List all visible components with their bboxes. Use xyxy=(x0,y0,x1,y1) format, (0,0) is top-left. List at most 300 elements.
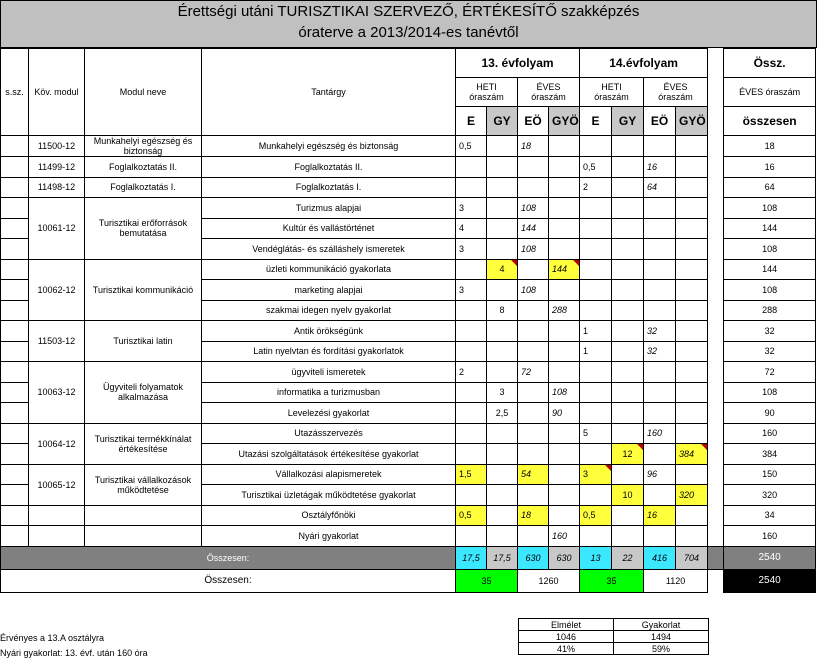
hours-eo14 xyxy=(644,136,676,157)
hours-eo14 xyxy=(644,198,676,219)
header-evf13: 13. évfolyam xyxy=(456,49,580,78)
hours-eo14 xyxy=(644,280,676,301)
hours-gyo13 xyxy=(549,218,580,239)
hours-gy13: 4 xyxy=(487,259,518,280)
hours-eo13 xyxy=(518,444,549,465)
hours-gyo13 xyxy=(549,485,580,506)
summary-header-theory: Elmélet xyxy=(519,619,614,631)
gap-cell xyxy=(708,423,724,444)
hours-gyo13: 144 xyxy=(549,259,580,280)
hours-gy14 xyxy=(612,341,644,362)
total-hours: 108 xyxy=(724,382,816,403)
hours-gyo13 xyxy=(549,464,580,485)
hours-gy13 xyxy=(487,280,518,301)
module-name: Turisztikai kommunikáció xyxy=(85,259,202,321)
hours-e14 xyxy=(580,218,612,239)
header-osszesen: összesen xyxy=(724,107,816,136)
hours-e13 xyxy=(456,444,487,465)
gap-cell xyxy=(708,300,724,321)
gap-cell xyxy=(708,280,724,301)
hours-gy14 xyxy=(612,321,644,342)
hours-eo14 xyxy=(644,362,676,383)
hours-gy13 xyxy=(487,444,518,465)
module-code xyxy=(29,505,85,526)
gap-cell xyxy=(708,505,724,526)
hours-e13 xyxy=(456,341,487,362)
hours-gyo14 xyxy=(676,239,708,260)
gap-cell xyxy=(708,239,724,260)
total2-ossz: 2540 xyxy=(724,569,816,592)
hours-gyo13: 160 xyxy=(549,526,580,547)
total-hours: 32 xyxy=(724,341,816,362)
hours-gy14 xyxy=(612,136,644,157)
hours-e14 xyxy=(580,362,612,383)
ssz-cell xyxy=(1,239,29,260)
gap-cell xyxy=(708,177,724,198)
total-hours: 108 xyxy=(724,198,816,219)
hours-gy13 xyxy=(487,505,518,526)
table-row xyxy=(1,177,816,198)
hours-gyo13 xyxy=(549,136,580,157)
hours-gyo13 xyxy=(549,157,580,178)
total-row-2 xyxy=(1,569,816,592)
header-ossz: Össz. xyxy=(724,49,816,78)
hours-e14 xyxy=(580,444,612,465)
hours-e13: 4 xyxy=(456,218,487,239)
header-eo14: EÖ xyxy=(644,107,676,136)
ssz-cell xyxy=(1,423,29,444)
ssz-cell xyxy=(1,136,29,157)
hours-eo14: 32 xyxy=(644,341,676,362)
hours-e13 xyxy=(456,423,487,444)
total1-gyo14: 704 xyxy=(676,546,708,569)
total-hours: 144 xyxy=(724,259,816,280)
hours-gy14 xyxy=(612,362,644,383)
module-code: 10063-12 xyxy=(29,362,85,424)
hours-e13: 0,5 xyxy=(456,136,487,157)
hours-eo13: 54 xyxy=(518,464,549,485)
hours-eo13 xyxy=(518,157,549,178)
summary-practice-percent: 59% xyxy=(614,643,709,655)
ssz-cell xyxy=(1,321,29,342)
plan-title xyxy=(0,0,817,48)
hours-eo14 xyxy=(644,300,676,321)
subject-name: Osztályfőnöki xyxy=(202,505,456,526)
hours-e14: 1 xyxy=(580,321,612,342)
hours-gyo14 xyxy=(676,280,708,301)
ssz-cell xyxy=(1,198,29,219)
ssz-cell xyxy=(1,505,29,526)
hours-e13 xyxy=(456,177,487,198)
subject-name: marketing alapjai xyxy=(202,280,456,301)
module-code: 11500-12 xyxy=(29,136,85,157)
ssz-cell xyxy=(1,259,29,280)
subject-name: ügyviteli ismeretek xyxy=(202,362,456,383)
hours-e14: 2 xyxy=(580,177,612,198)
total2-eves13: 1260 xyxy=(518,569,580,592)
total-hours: 32 xyxy=(724,321,816,342)
module-name: Ügyviteli folyamatok alkalmazása xyxy=(85,362,202,424)
hours-gyo13 xyxy=(549,362,580,383)
summary-table xyxy=(518,618,709,655)
total1-gy13: 17,5 xyxy=(487,546,518,569)
hours-eo14 xyxy=(644,403,676,424)
hours-gy13 xyxy=(487,362,518,383)
hours-gy14 xyxy=(612,403,644,424)
ssz-cell xyxy=(1,403,29,424)
subject-name: üzleti kommunikáció gyakorlata xyxy=(202,259,456,280)
hours-gyo14: 384 xyxy=(676,444,708,465)
hours-gy13 xyxy=(487,321,518,342)
header-heti13: HETI óraszám xyxy=(456,78,518,107)
hours-e14 xyxy=(580,526,612,547)
header-e13: E xyxy=(456,107,487,136)
hours-gyo14: 320 xyxy=(676,485,708,506)
hours-e14: 3 xyxy=(580,464,612,485)
hours-eo13 xyxy=(518,259,549,280)
hours-e13 xyxy=(456,526,487,547)
hours-gy14: 12 xyxy=(612,444,644,465)
hours-eo13: 72 xyxy=(518,362,549,383)
hours-gyo14 xyxy=(676,259,708,280)
hours-gyo13 xyxy=(549,280,580,301)
hours-gy14 xyxy=(612,198,644,219)
summary-theory-hours: 1046 xyxy=(519,631,614,643)
header-gy13: GY xyxy=(487,107,518,136)
hours-gy14 xyxy=(612,526,644,547)
hours-e13 xyxy=(456,157,487,178)
total2-eves14: 1120 xyxy=(644,569,708,592)
gap-cell xyxy=(708,464,724,485)
ssz-cell xyxy=(1,485,29,506)
hours-eo13: 108 xyxy=(518,280,549,301)
header-eves-ossz: ÉVES óraszám xyxy=(724,78,816,107)
hours-eo13 xyxy=(518,526,549,547)
footer-summer-note: Nyári gyakorlat: 13. évf. után 160 óra xyxy=(0,648,148,658)
subject-name: Turisztikai üzletágak működtetése gyakorlat xyxy=(202,485,456,506)
hours-eo13 xyxy=(518,485,549,506)
total-hours: 90 xyxy=(724,403,816,424)
module-code: 11503-12 xyxy=(29,321,85,362)
total-hours: 160 xyxy=(724,423,816,444)
subject-name: Kultúr és vallástörténet xyxy=(202,218,456,239)
subject-name: Antik örökségünk xyxy=(202,321,456,342)
hours-gy14 xyxy=(612,157,644,178)
module-name: Munkahelyi egészség és biztonság xyxy=(85,136,202,157)
total1-eo14: 416 xyxy=(644,546,676,569)
hours-e13: 3 xyxy=(456,239,487,260)
hours-e14 xyxy=(580,198,612,219)
hours-gyo13 xyxy=(549,423,580,444)
ssz-cell xyxy=(1,177,29,198)
hours-eo13 xyxy=(518,423,549,444)
subject-name: Levelezési gyakorlat xyxy=(202,403,456,424)
gap-cell xyxy=(708,526,724,547)
gap-cell xyxy=(708,198,724,219)
subject-name: Munkahelyi egészség és biztonság xyxy=(202,136,456,157)
table-row xyxy=(1,464,816,485)
hours-eo14: 32 xyxy=(644,321,676,342)
module-name: Turisztikai vállalkozások működtetése xyxy=(85,464,202,505)
header-modul-neve: Modul neve xyxy=(85,49,202,136)
header-gyo14: GYÖ xyxy=(676,107,708,136)
total-hours: 108 xyxy=(724,239,816,260)
header-heti14: HETI óraszám xyxy=(580,78,644,107)
module-name: Turisztikai latin xyxy=(85,321,202,362)
total-label-1: Összesen: xyxy=(1,546,456,569)
hours-eo13 xyxy=(518,341,549,362)
hours-eo14: 16 xyxy=(644,505,676,526)
total-hours: 150 xyxy=(724,464,816,485)
title-line-1: Érettségi utáni TURISZTIKAI SZERVEZŐ, ÉRTÉKESÍTŐ szakképzés xyxy=(177,3,640,20)
total1-e14: 13 xyxy=(580,546,612,569)
hours-e13 xyxy=(456,382,487,403)
subject-name: Nyári gyakorlat xyxy=(202,526,456,547)
ssz-cell xyxy=(1,341,29,362)
total-hours: 320 xyxy=(724,485,816,506)
module-name: Foglalkoztatás I. xyxy=(85,177,202,198)
hours-e13 xyxy=(456,321,487,342)
hours-e13 xyxy=(456,259,487,280)
module-code: 10065-12 xyxy=(29,464,85,505)
hours-eo14 xyxy=(644,382,676,403)
hours-gy13 xyxy=(487,218,518,239)
total-hours: 72 xyxy=(724,362,816,383)
gap-cell xyxy=(708,485,724,506)
hours-gy14 xyxy=(612,464,644,485)
hours-eo13: 144 xyxy=(518,218,549,239)
hours-eo13: 18 xyxy=(518,505,549,526)
subject-name: Vállalkozási alapismeretek xyxy=(202,464,456,485)
gap-cell xyxy=(708,403,724,424)
hours-gy13: 3 xyxy=(487,382,518,403)
module-code: 10061-12 xyxy=(29,198,85,260)
hours-gy13 xyxy=(487,157,518,178)
hours-gyo14 xyxy=(676,136,708,157)
ssz-cell xyxy=(1,280,29,301)
module-code: 10064-12 xyxy=(29,423,85,464)
total1-gyo13: 630 xyxy=(549,546,580,569)
hours-e13: 3 xyxy=(456,198,487,219)
hours-gyo13 xyxy=(549,239,580,260)
hours-gyo14 xyxy=(676,177,708,198)
header-eves13: ÉVES óraszám xyxy=(518,78,580,107)
hours-gyo14 xyxy=(676,464,708,485)
module-name xyxy=(85,526,202,547)
hours-gy14 xyxy=(612,218,644,239)
hours-gy14 xyxy=(612,300,644,321)
module-name xyxy=(85,505,202,526)
hours-gy13 xyxy=(487,239,518,260)
hours-gy13: 2,5 xyxy=(487,403,518,424)
hours-e14 xyxy=(580,259,612,280)
hours-gy13 xyxy=(487,177,518,198)
hours-gy14: 10 xyxy=(612,485,644,506)
module-code: 10062-12 xyxy=(29,259,85,321)
hours-gy14 xyxy=(612,505,644,526)
hours-gyo13 xyxy=(549,321,580,342)
hours-eo13: 18 xyxy=(518,136,549,157)
hours-eo14 xyxy=(644,444,676,465)
hours-e14 xyxy=(580,403,612,424)
table-row xyxy=(1,423,816,444)
subject-name: Latin nyelvtan és fordítási gyakorlatok xyxy=(202,341,456,362)
hours-eo14: 64 xyxy=(644,177,676,198)
hours-eo13 xyxy=(518,403,549,424)
hours-eo14 xyxy=(644,526,676,547)
hours-gyo13: 90 xyxy=(549,403,580,424)
header-gyo13: GYÖ xyxy=(549,107,580,136)
subject-name: Utazásszervezés xyxy=(202,423,456,444)
hours-gyo13 xyxy=(549,198,580,219)
hours-gyo14 xyxy=(676,382,708,403)
hours-gyo14 xyxy=(676,403,708,424)
total2-heti14: 35 xyxy=(580,569,644,592)
hours-e13: 3 xyxy=(456,280,487,301)
gap-cell xyxy=(708,569,724,592)
hours-gy14 xyxy=(612,423,644,444)
total-hours: 108 xyxy=(724,280,816,301)
header-eo13: EÖ xyxy=(518,107,549,136)
table-row xyxy=(1,321,816,342)
hours-e14 xyxy=(580,136,612,157)
ssz-cell xyxy=(1,218,29,239)
hours-eo13 xyxy=(518,321,549,342)
table-row xyxy=(1,198,816,219)
table-row xyxy=(1,157,816,178)
table-row xyxy=(1,526,816,547)
hours-gy13 xyxy=(487,423,518,444)
gap-cell xyxy=(708,157,724,178)
hours-eo13 xyxy=(518,177,549,198)
subject-name: szakmai idegen nyelv gyakorlat xyxy=(202,300,456,321)
hours-eo13: 108 xyxy=(518,239,549,260)
hours-gyo14 xyxy=(676,321,708,342)
hours-gyo14 xyxy=(676,157,708,178)
gap-cell xyxy=(708,136,724,157)
hours-gyo14 xyxy=(676,198,708,219)
hours-e14 xyxy=(580,300,612,321)
ssz-cell xyxy=(1,526,29,547)
hours-e14 xyxy=(580,239,612,260)
gap-cell xyxy=(708,382,724,403)
hours-eo14: 96 xyxy=(644,464,676,485)
ssz-cell xyxy=(1,362,29,383)
hours-gyo13: 288 xyxy=(549,300,580,321)
total1-e13: 17,5 xyxy=(456,546,487,569)
hours-gy14 xyxy=(612,382,644,403)
total-label-2: Összesen: xyxy=(1,569,456,592)
header-tantargy: Tantárgy xyxy=(202,49,456,136)
module-code xyxy=(29,526,85,547)
hours-gyo14 xyxy=(676,341,708,362)
gap-cell xyxy=(708,546,724,569)
title-line-2: óraterve a 2013/2014-es tanévtől xyxy=(298,24,519,41)
hours-gyo13 xyxy=(549,505,580,526)
module-code: 11498-12 xyxy=(29,177,85,198)
footer-valid-note: Érvényes a 13.A osztályra xyxy=(0,633,105,643)
hours-gyo14 xyxy=(676,218,708,239)
total1-gy14: 22 xyxy=(612,546,644,569)
hours-e14 xyxy=(580,485,612,506)
hours-e13: 1,5 xyxy=(456,464,487,485)
ssz-cell xyxy=(1,464,29,485)
hours-eo14 xyxy=(644,218,676,239)
hours-e14: 1 xyxy=(580,341,612,362)
hours-gy13: 8 xyxy=(487,300,518,321)
hours-gy13 xyxy=(487,485,518,506)
gap-cell xyxy=(708,341,724,362)
hours-gy13 xyxy=(487,198,518,219)
hours-eo14: 160 xyxy=(644,423,676,444)
hours-e14 xyxy=(580,382,612,403)
module-name: Foglalkoztatás II. xyxy=(85,157,202,178)
header-e14: E xyxy=(580,107,612,136)
hours-gy14 xyxy=(612,259,644,280)
subject-name: Turizmus alapjai xyxy=(202,198,456,219)
total-hours: 16 xyxy=(724,157,816,178)
total-row-1 xyxy=(1,546,816,569)
hours-gyo14 xyxy=(676,362,708,383)
total-hours: 144 xyxy=(724,218,816,239)
hours-eo14 xyxy=(644,259,676,280)
table-row xyxy=(1,136,816,157)
hours-eo13 xyxy=(518,300,549,321)
hours-gyo13 xyxy=(549,341,580,362)
header-evf14: 14.évfolyam xyxy=(580,49,708,78)
hours-e13: 2 xyxy=(456,362,487,383)
hours-gy14 xyxy=(612,280,644,301)
hours-e13 xyxy=(456,485,487,506)
hours-e13 xyxy=(456,403,487,424)
subject-name: Foglalkoztatás I. xyxy=(202,177,456,198)
hours-gy13 xyxy=(487,341,518,362)
table-row xyxy=(1,259,816,280)
hours-gy14 xyxy=(612,239,644,260)
total2-heti13: 35 xyxy=(456,569,518,592)
hours-gyo14 xyxy=(676,300,708,321)
hours-gyo13 xyxy=(549,177,580,198)
total-hours: 288 xyxy=(724,300,816,321)
ssz-cell xyxy=(1,300,29,321)
gap-cell xyxy=(708,218,724,239)
table-row xyxy=(1,505,816,526)
hours-gy13 xyxy=(487,464,518,485)
header-ssz: s.sz. xyxy=(1,49,29,136)
hours-gyo14 xyxy=(676,505,708,526)
header-eves14: ÉVES óraszám xyxy=(644,78,708,107)
summary-practice-hours: 1494 xyxy=(614,631,709,643)
hours-eo14 xyxy=(644,239,676,260)
hours-gy13 xyxy=(487,526,518,547)
hours-gyo13: 108 xyxy=(549,382,580,403)
header-kov-modul: Köv. modul xyxy=(29,49,85,136)
hours-gyo13 xyxy=(549,444,580,465)
module-code: 11499-12 xyxy=(29,157,85,178)
module-name: Turisztikai erőforrások bemutatása xyxy=(85,198,202,260)
curriculum-table xyxy=(0,48,816,593)
hours-gyo14 xyxy=(676,526,708,547)
hours-e14 xyxy=(580,280,612,301)
hours-e13 xyxy=(456,300,487,321)
hours-gyo14 xyxy=(676,423,708,444)
total-hours: 34 xyxy=(724,505,816,526)
total-hours: 160 xyxy=(724,526,816,547)
total-hours: 18 xyxy=(724,136,816,157)
ssz-cell xyxy=(1,382,29,403)
subject-name: Foglalkoztatás II. xyxy=(202,157,456,178)
total1-ossz: 2540 xyxy=(724,546,816,569)
